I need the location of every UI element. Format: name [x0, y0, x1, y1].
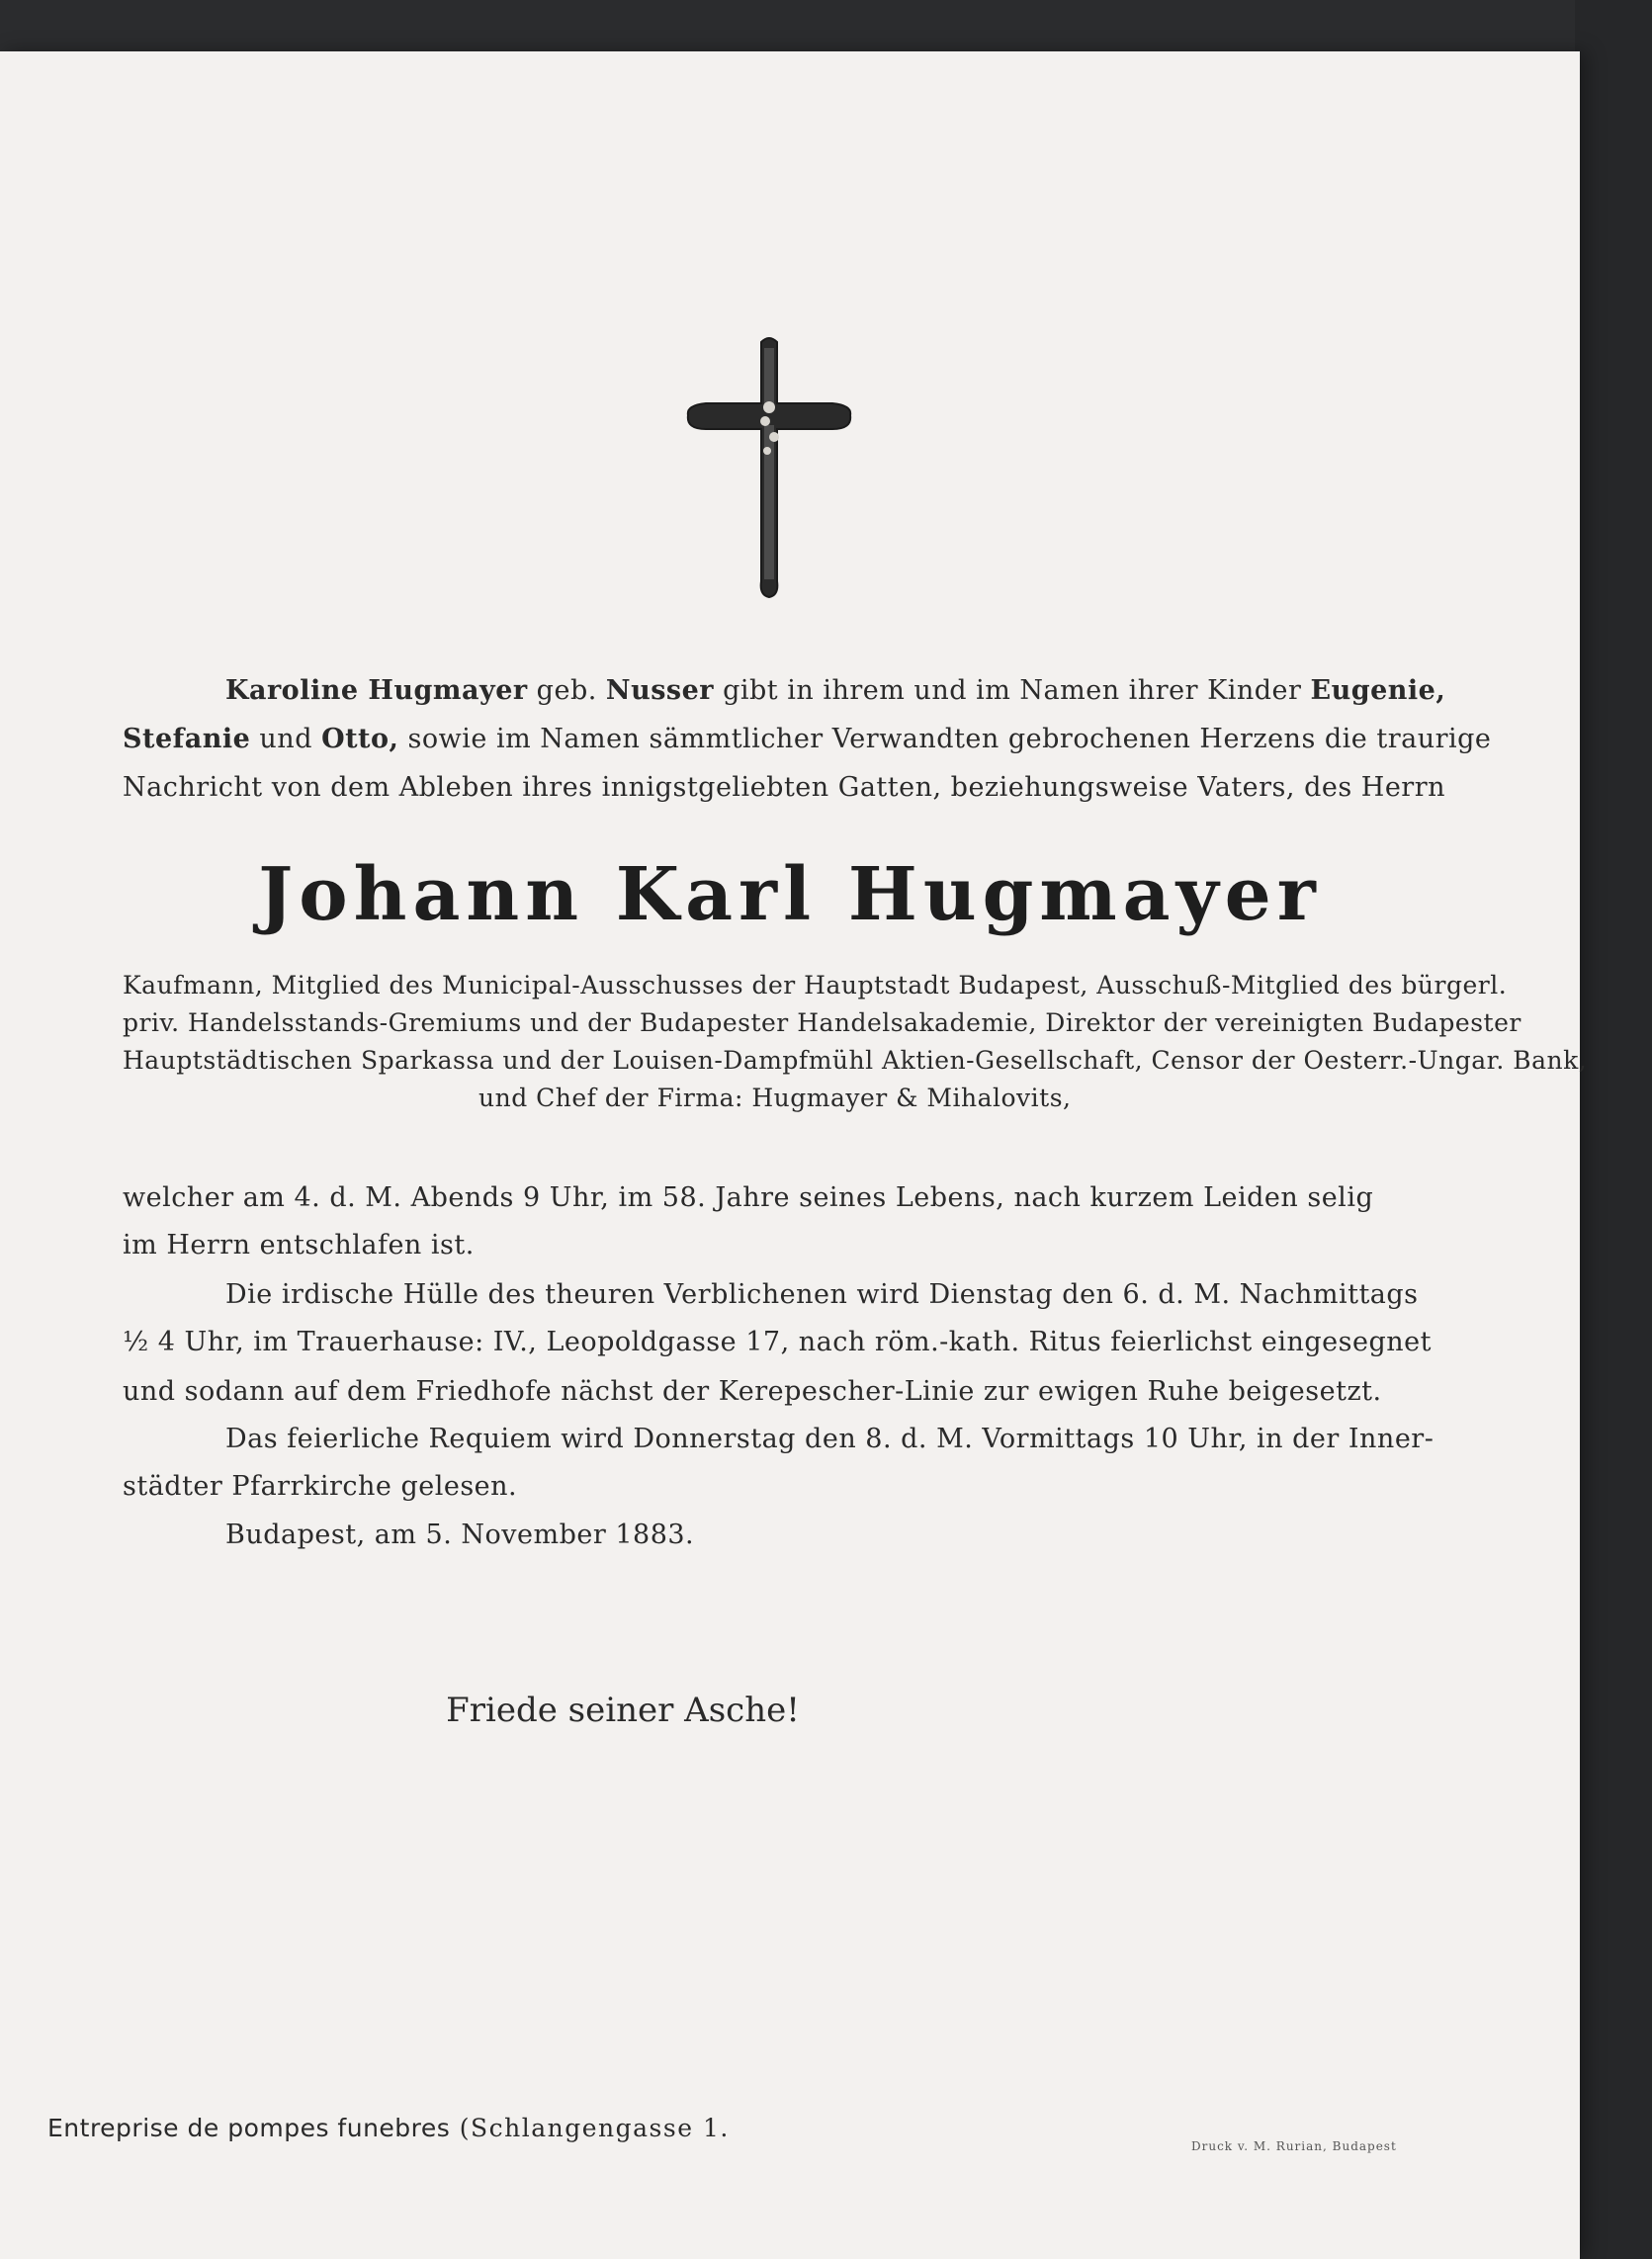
body-line: ½ 4 Uhr, im Trauerhause: IV., Leopoldgasse 17, nach röm.-kath. Ritus feierlichst eingesegnet [123, 1327, 1432, 1357]
body-line: Das feierliche Requiem wird Donnerstag den 8. d. M. Vormittags 10 Uhr, in der Inner- [225, 1424, 1435, 1454]
body-line: und sodann auf dem Friedhofe nächst der Kerepescher-Linie zur ewigen Ruhe beigesetzt. [123, 1376, 1382, 1407]
printer-imprint: Druck v. M. Rurian, Budapest [1191, 2139, 1397, 2153]
body-line: im Herrn entschlafen ist. [123, 1230, 475, 1260]
intro-line-1: Karoline Hugmayer geb. Nusser gibt in ihrem und im Namen ihrer Kinder Eugenie, [225, 675, 1446, 706]
place-date: Budapest, am 5. November 1883. [225, 1520, 695, 1550]
title-line: priv. Handelsstands-Gremiums und der Budapester Handelsakademie, Direktor der vereinigten Budapester [123, 1008, 1522, 1037]
body-line: welcher am 4. d. M. Abends 9 Uhr, im 58. Jahre seines Lebens, nach kurzem Leiden selig [123, 1182, 1374, 1213]
child-name: Stefanie [123, 724, 251, 754]
funeral-home-imprint: Entreprise de pompes funebres (Schlangengasse 1. [47, 2114, 730, 2142]
title-line: und Chef der Firma: Hugmayer & Mihalovits, [478, 1084, 1072, 1112]
body-line: Die irdische Hülle des theuren Verblichenen wird Dienstag den 6. d. M. Nachmittags [225, 1279, 1419, 1310]
child-name: Otto, [321, 724, 399, 754]
title-line: Hauptstädtischen Sparkassa und der Louisen-Dampfmühl Aktien-Gesellschaft, Censor der Oesterr.-Ungar. Bank, [123, 1046, 1588, 1075]
intro-line-3: Nachricht von dem Ableben ihres innigstgeliebten Gatten, beziehungsweise Vaters, des Herrn [123, 772, 1446, 803]
intro-line-2: Stefanie und Otto, sowie im Namen sämmtlicher Verwandten gebrochenen Herzens die traurige [123, 724, 1492, 754]
scan-border-right [1575, 0, 1652, 2259]
widow-name: Karoline Hugmayer [225, 675, 528, 706]
body-line: städter Pfarrkirche gelesen. [123, 1471, 518, 1502]
cross-icon [684, 334, 854, 601]
deceased-name: Johann Karl Hugmayer [258, 852, 1322, 937]
child-name: Eugenie, [1310, 675, 1446, 706]
maiden-name: Nusser [605, 675, 715, 706]
title-line: Kaufmann, Mitglied des Municipal-Ausschusses der Hauptstadt Budapest, Ausschuß-Mitglied des bürgerl. [123, 971, 1508, 999]
closing-line: Friede seiner Asche! [446, 1691, 800, 1730]
scan-border-top [0, 0, 1652, 59]
